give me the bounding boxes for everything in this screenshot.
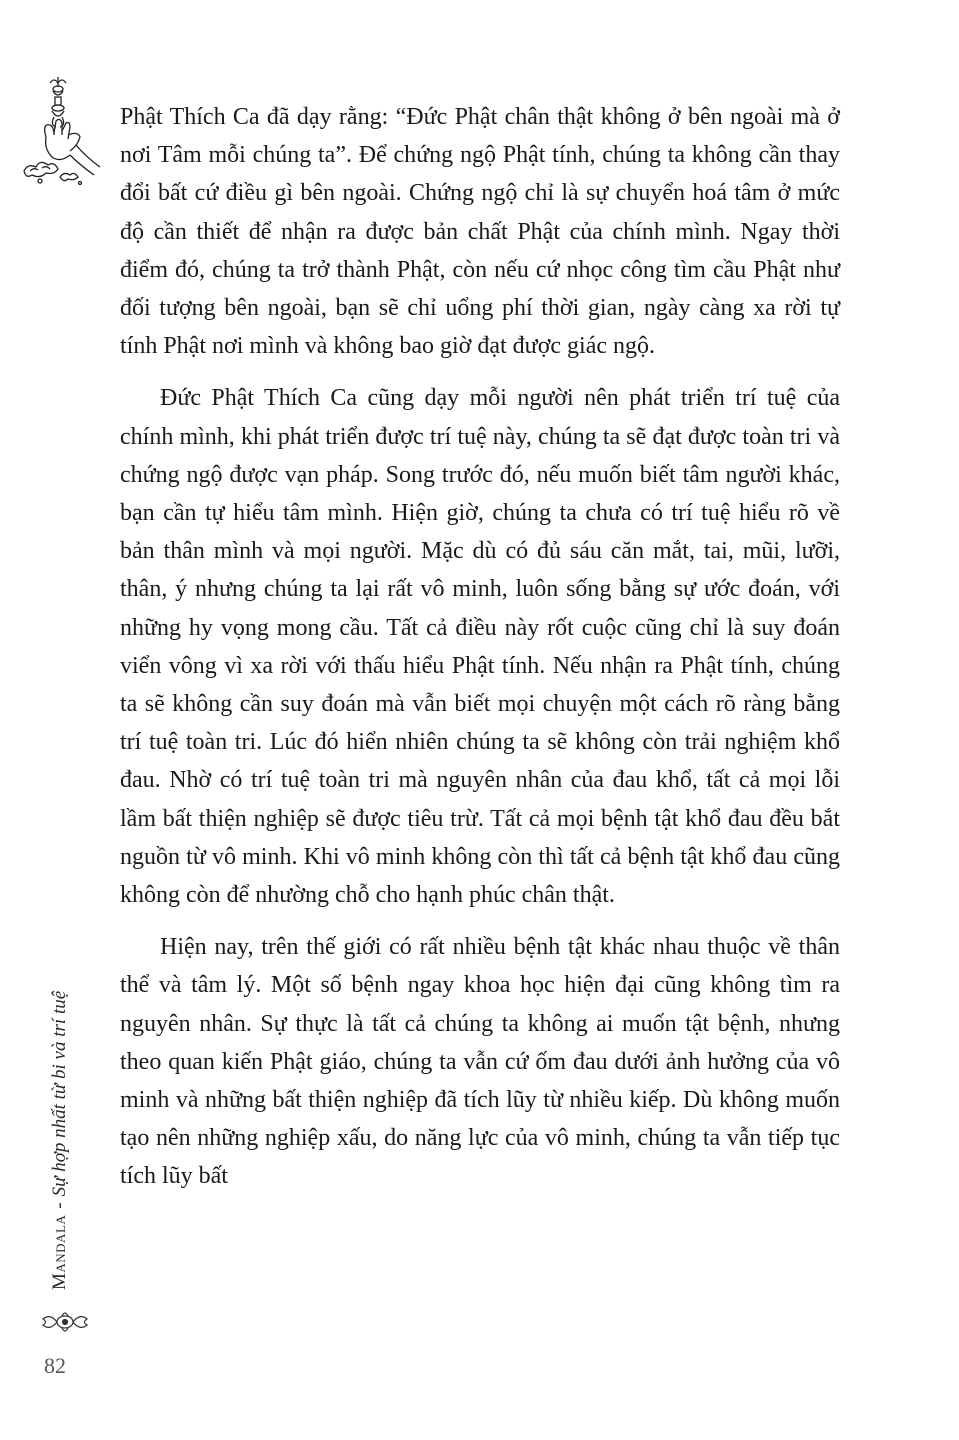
ornament-icon — [40, 1307, 90, 1337]
paragraph-2: Đức Phật Thích Ca cũng dạy mỗi người nên phát triển trí tuệ của chính mình, khi phát triển được trí tuệ này, chúng ta sẽ đạt được toàn tri và chứng ngộ được vạn pháp. Song trước đó, nếu muốn biết tâm người khác, bạn cần tự hiểu tâm mình. Hiện giờ, chúng ta chưa có trí tuệ hiểu rõ về bản thân mình và mọi người. Mặc dù có đủ sáu căn mắt, tai, mũi, lưỡi, thân, ý nhưng chúng ta lại rất vô minh, luôn sống bằng sự ước đoán, với những hy vọng mong cầu. Tất cả điều này rốt cuộc cũng chỉ là suy đoán viển vông vì xa rời với thấu hiểu Phật tính. Nếu nhận ra Phật tính, chúng ta sẽ không cần suy đoán mà vẫn biết mọi chuyện một cách rõ ràng bằng trí tuệ toàn tri. Lúc đó hiển nhiên chúng ta sẽ không còn trải nghiệm khổ đau. Nhờ có trí tuệ toàn tri mà nguyên nhân của đau khổ, tất cả mọi lỗi lầm bất thiện nghiệp sẽ được tiêu trừ. Tất cả mọi bệnh tật khổ đau đều bắt nguồn từ vô minh. Khi vô minh không còn thì tất cả bệnh tật khổ đau cũng không còn để nhường chỗ cho hạnh phúc chân thật. — [120, 385, 840, 909]
title-separator: - — [49, 1202, 70, 1209]
book-title: Sự hợp nhất từ bi và trí tuệ — [49, 990, 70, 1197]
paragraph-3: Hiện nay, trên thế giới có rất nhiều bệnh tật khác nhau thuộc về thân thể và tâm lý. Một số bệnh ngay khoa học hiện đại cũng không tìm ra nguyên nhân. Sự thực là tất cả chúng ta không ai muốn tật bệnh, nhưng theo quan kiến Phật giáo, chúng ta vẫn cứ ốm đau dưới ảnh hưởng của vô minh và những bất thiện nghiệp đã tích lũy từ nhiều kiếp. Dù không muốn tạo nên những nghiệp xấu, do năng lực của vô minh, chúng ta vẫn tiếp tục tích lũy bất — [120, 934, 840, 1190]
running-title — [46, 960, 74, 1290]
vajra-hand-icon — [20, 75, 102, 185]
body-text — [120, 98, 840, 1196]
series-name: Mandala — [49, 1214, 70, 1290]
page-number: 82 — [44, 1353, 66, 1378]
paragraph-1: Phật Thích Ca đã dạy rằng: “Đức Phật chân thật không ở bên ngoài mà ở nơi Tâm mỗi chúng ta”. Để chứng ngộ Phật tính, chúng ta không cần thay đổi bất cứ điều gì bên ngoài. Chứng ngộ chỉ là sự chuyển hoá tâm ở mức độ cần thiết để nhận ra được bản chất Phật của chính mình. Ngay thời điểm đó, chúng ta trở thành Phật, còn nếu cứ nhọc công tìm cầu Phật như đối tượng bên ngoài, bạn sẽ chỉ uổng phí thời gian, ngày càng xa rời tự tính Phật nơi mình và không bao giờ đạt được giác ngộ. — [120, 104, 840, 360]
